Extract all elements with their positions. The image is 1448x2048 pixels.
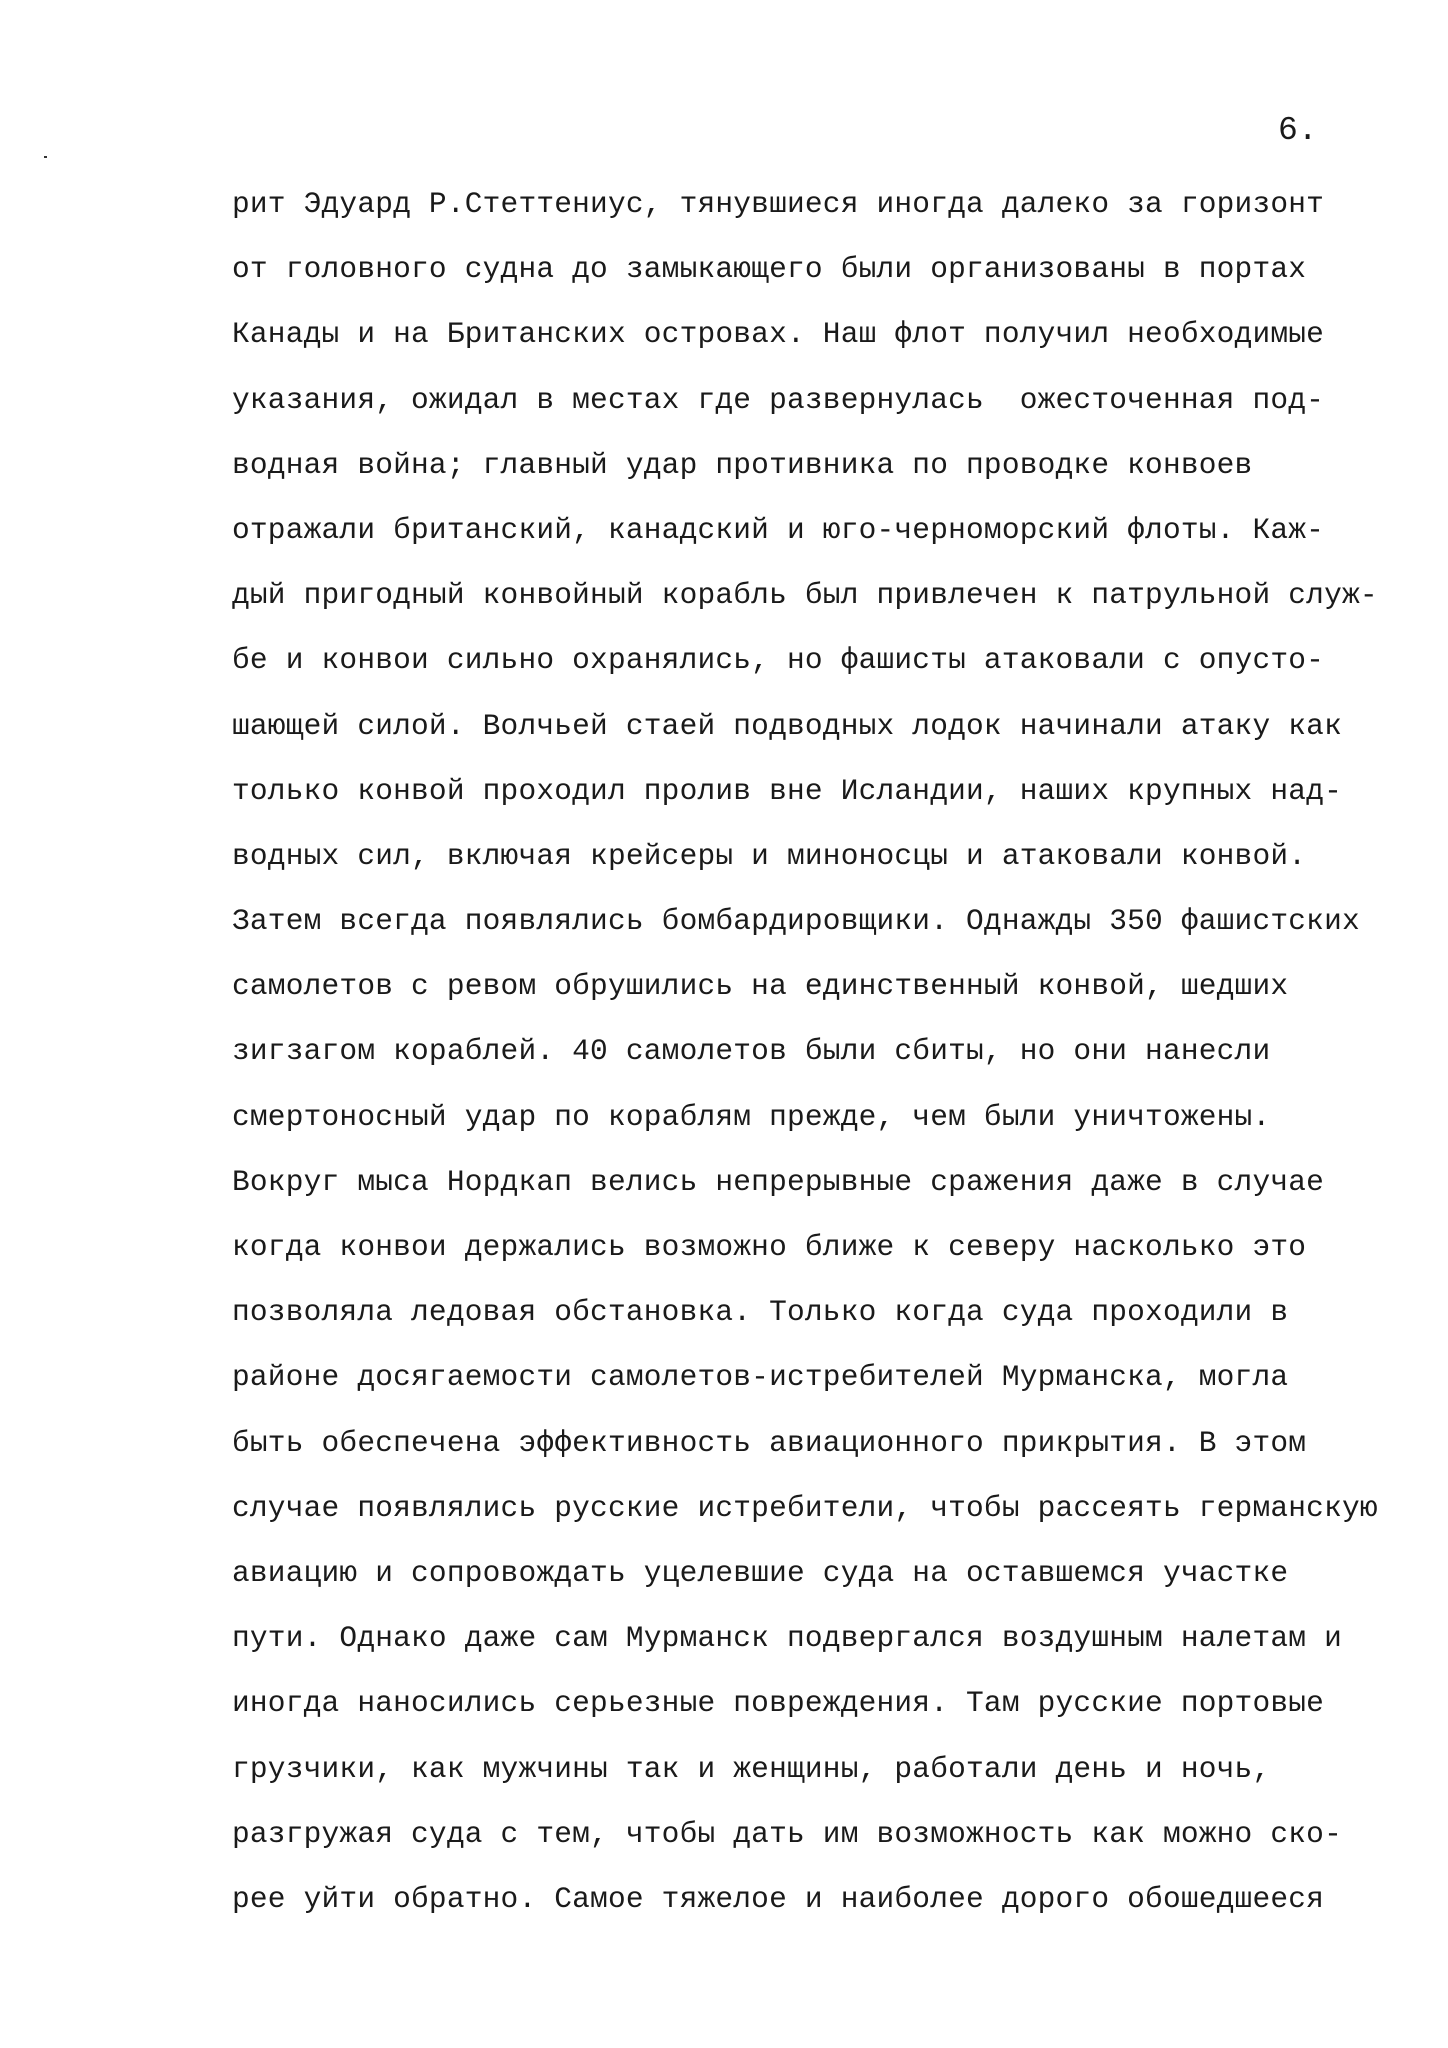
text-line: Затем всегда появлялись бомбардировщики. Однажды 350 фашистских bbox=[232, 904, 1360, 939]
body-text bbox=[232, 172, 1432, 1932]
text-line: указания, ожидал в местах где развернулась ожесточенная под- bbox=[232, 382, 1325, 417]
text-line: зигзагом кораблей. 40 самолетов были сбиты, но они нанесли bbox=[232, 1034, 1271, 1069]
text-line: Канады и на Британских островах. Наш флот получил необходимые bbox=[232, 317, 1325, 352]
page-number: 6. bbox=[1278, 112, 1318, 149]
text-line: шающей силой. Волчьей стаей подводных лодок начинали атаку как bbox=[232, 708, 1342, 743]
text-line: дый пригодный конвойный корабль был привлечен к патрульной служ- bbox=[232, 578, 1378, 613]
scan-speck bbox=[44, 156, 47, 158]
text-line: бе и конвои сильно охранялись, но фашисты атаковали с опусто- bbox=[232, 643, 1325, 678]
text-line: иногда наносились серьезные повреждения. Там русские портовые bbox=[232, 1686, 1325, 1721]
text-line: случае появлялись русские истребители, чтобы рассеять германскую bbox=[232, 1490, 1378, 1525]
text-line: грузчики, как мужчины так и женщины, работали день и ночь, bbox=[232, 1751, 1271, 1786]
text-line: только конвой проходил пролив вне Исландии, наших крупных над- bbox=[232, 773, 1342, 808]
text-line: быть обеспечена эффективность авиационного прикрытия. В этом bbox=[232, 1425, 1307, 1460]
text-line: водная война; главный удар противника по проводке конвоев bbox=[232, 447, 1253, 482]
text-line: отражали британский, канадский и юго-черноморский флоты. Каж- bbox=[232, 512, 1325, 547]
text-line: авиацию и сопровождать уцелевшие суда на оставшемся участке bbox=[232, 1555, 1289, 1590]
text-line: пути. Однако даже сам Мурманск подвергался воздушным налетам и bbox=[232, 1621, 1342, 1656]
text-line: водных сил, включая крейсеры и миноносцы и атаковали конвой. bbox=[232, 838, 1307, 873]
text-line: когда конвои держались возможно ближе к северу насколько это bbox=[232, 1230, 1307, 1264]
text-line: смертоносный удар по кораблям прежде, чем были уничтожены. bbox=[232, 1099, 1271, 1134]
text-line: Вокруг мыса Нордкап велись непрерывные сражения даже в случае bbox=[232, 1164, 1325, 1199]
text-line: позволяла ледовая обстановка. Только когда суда проходили в bbox=[232, 1295, 1289, 1330]
text-line: самолетов с ревом обрушились на единственный конвой, шедших bbox=[232, 969, 1289, 1004]
text-line: районе досягаемости самолетов-истребителей Мурманска, могла bbox=[232, 1360, 1289, 1395]
text-line: рее уйти обратно. Самое тяжелое и наиболее дорого обошедшееся bbox=[232, 1881, 1325, 1916]
text-line: рит Эдуард Р.Стеттениус, тянувшиеся иногда далеко за горизонт bbox=[232, 187, 1325, 221]
text-line: от головного судна до замыкающего были организованы в портах bbox=[232, 252, 1307, 287]
text-line: разгружая суда с тем, чтобы дать им возможность как можно ско- bbox=[232, 1816, 1342, 1851]
